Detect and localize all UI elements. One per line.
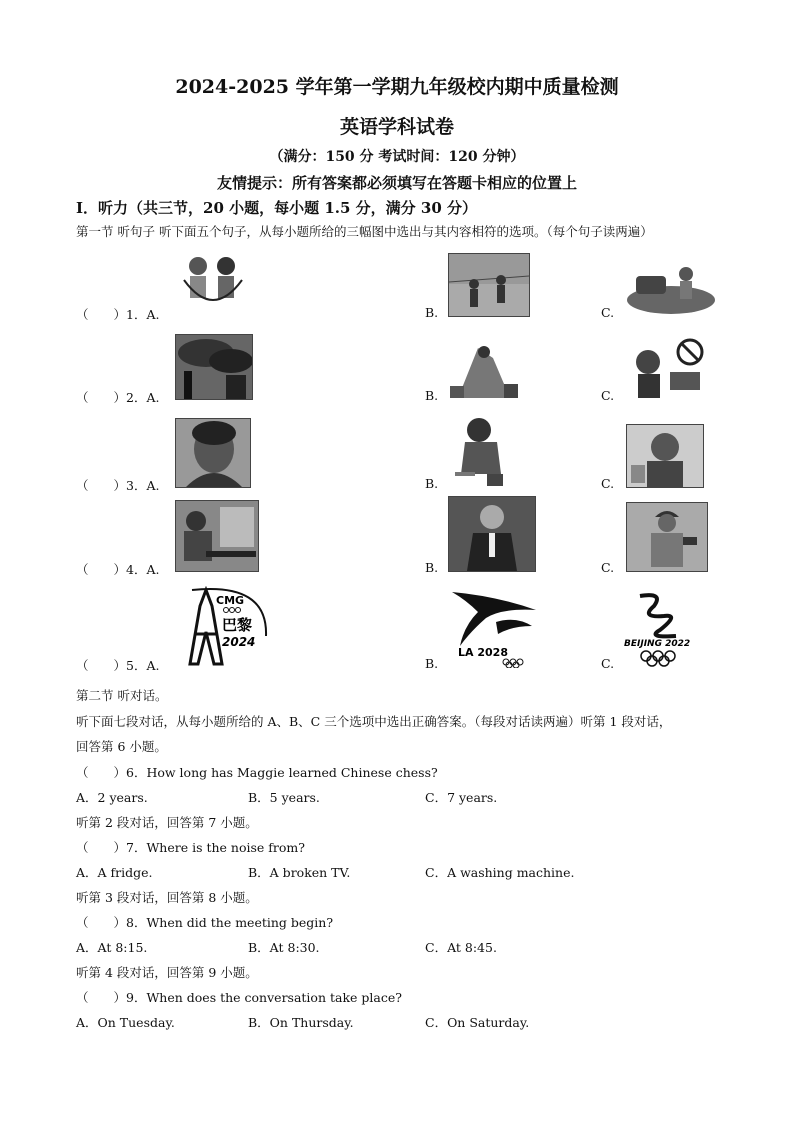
q3-picture-b [447,414,517,486]
question-5-label: （ ）5．A. [76,658,160,673]
la-2028-logo [446,586,538,668]
q1-picture-c [626,262,716,314]
q1-option-b: B. [425,305,439,320]
q9-option-c: C．On Saturday. [425,1015,530,1030]
q4-option-b: B. [425,560,439,575]
question-3-label: （ ）3．A. [76,478,160,493]
q1-picture-b [448,253,530,317]
q2-option-c: C. [601,388,615,403]
paris-logo-cmg: CMG [216,594,245,607]
q6-option-b: B．5 years. [248,790,320,805]
q2-picture-a [175,334,253,400]
beijing-2022-logo [620,588,700,668]
q8-option-a: A．At 8:15. [76,940,148,955]
q4-option-c: C. [601,560,615,575]
q4-picture-c [626,502,708,572]
la-logo-text: LA 2028 [458,646,508,659]
part1-instruction: 第一节 听句子 听下面五个句子，从每小题所给的三幅图中选出与其内容相符的选项。（每个句子读两遍） [76,224,653,239]
paris-2024-logo [172,586,272,668]
q4-picture-b [448,496,536,572]
q6-option-a: A．2 years. [76,790,148,805]
friendly-tip: 友情提示：所有答案都必须填写在答题卡相应的位置上 [216,174,577,192]
q3-option-c: C. [601,476,615,491]
exam-subject: 英语学科试卷 [339,116,454,138]
question-9: （ ）9．When does the conversation take place? [76,990,402,1005]
question-4-label: （ ）4．A. [76,562,160,577]
dialogue-4-intro: 听第 4 段对话，回答第 9 小题。 [76,965,258,980]
part2-instruction-2: 回答第 6 小题。 [76,739,167,754]
section-heading: I．听力（共三节，20 小题，每小题 1.5 分，满分 30 分） [76,199,477,217]
q1-picture-a [176,250,250,314]
q7-option-a: A．A fridge. [76,865,153,880]
exam-title: 2024-2025 学年第一学期九年级校内期中质量检测 [175,76,619,98]
q3-picture-a [175,418,251,488]
q3-option-b: B. [425,476,439,491]
part2-heading: 第二节 听对话。 [76,688,168,703]
question-1-label: （ ）1．A. [76,307,160,322]
q8-option-b: B．At 8:30. [248,940,320,955]
part2-instruction-1: 听下面七段对话，从每小题所给的 A、B、C 三个选项中选出正确答案。（每段对话读两遍）听第 1 段对话， [76,714,672,729]
question-7: （ ）7．Where is the noise from? [76,840,305,855]
q6-option-c: C．7 years. [425,790,498,805]
q2-picture-c [626,336,716,400]
q5-option-c: C. [601,656,615,671]
q4-picture-a [175,500,259,572]
dialogue-3-intro: 听第 3 段对话，回答第 8 小题。 [76,890,258,905]
question-2-label: （ ）2．A. [76,390,160,405]
dialogue-2-intro: 听第 2 段对话，回答第 7 小题。 [76,815,258,830]
q7-option-b: B．A broken TV. [248,865,351,880]
q7-option-c: C．A washing machine. [425,865,575,880]
q1-option-c: C. [601,305,615,320]
q2-option-b: B. [425,388,439,403]
paris-logo-city: 巴黎 [222,616,253,634]
question-6: （ ）6．How long has Maggie learned Chinese chess? [76,765,438,780]
beijing-logo-text: BEIJING 2022 [624,639,691,649]
paris-logo-year: 2024 [222,635,256,649]
q5-option-b: B. [425,656,439,671]
q3-picture-c [626,424,704,488]
question-8: （ ）8．When did the meeting begin? [76,915,334,930]
q2-picture-b [448,338,520,400]
q9-option-a: A．On Tuesday. [76,1015,175,1030]
score-time: （满分：150 分 考试时间：120 分钟） [269,149,525,165]
q9-option-b: B．On Thursday. [248,1015,354,1030]
q8-option-c: C．At 8:45. [425,940,497,955]
